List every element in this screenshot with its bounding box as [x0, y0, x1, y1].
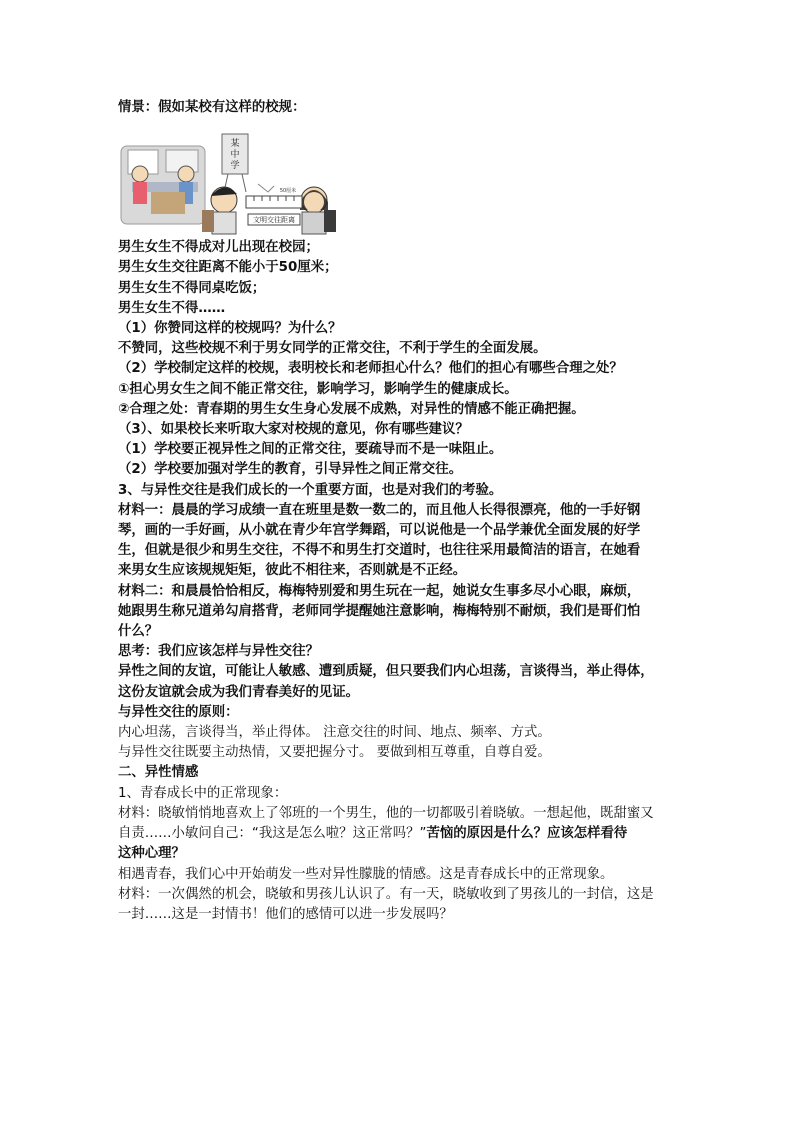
- sign-char-3: 学: [230, 161, 240, 172]
- principles-heading: 与异性交往的原则：: [118, 704, 239, 720]
- section-2-material-1-line-1: 材料：晓敏悄悄地喜欢上了邻班的一个男生，他的一切都吸引着晓敏。一想起他，既甜蜜又: [118, 805, 654, 821]
- scenario-title: 情景：假如某校有这样的校规：: [118, 100, 306, 115]
- section-2-material-2-line-1: 材料：一次偶然的机会，晓敏和男孩儿认识了。有一天，晓敏收到了男孩儿的一封信，这是: [118, 886, 654, 902]
- answer-2b: ②合理之处：青春期的男生女生身心发展不成熟，对异性的情感不能正确把握。: [118, 401, 585, 417]
- sign-char-2: 中: [230, 150, 240, 161]
- answer-2a: ①担心男女生之间不能正常交往，影响学习，影响学生的健康成长。: [118, 381, 518, 397]
- principles-line-2: 与异性交往既要主动热情，又要把握分寸。 要做到相互尊重，自尊自爱。: [118, 745, 551, 761]
- rule-4: 男生女生不得……: [118, 300, 226, 316]
- answer-3a: （1）学校要正视异性之间的正常交往，要疏导而不是一味阻止。: [118, 442, 503, 458]
- school-rule-cartoon: [118, 128, 348, 236]
- section-2-sub: 1、青春成长中的正常现象：: [118, 785, 288, 801]
- ruler-label: 文明交往距离: [253, 216, 295, 225]
- material-question: 苦恼的原因是什么？应该怎样看待: [426, 826, 628, 842]
- rule-3: 男生女生不得同桌吃饭；: [118, 280, 266, 296]
- material-2-line-1: 材料二：和晨晨恰恰相反，梅梅特别爱和男生玩在一起，她说女生事多尽小心眼，麻烦，: [118, 583, 641, 599]
- illustration: [118, 128, 678, 236]
- answer-1: 不赞同，这些校规不利于男女同学的正常交往，不利于学生的全面发展。: [118, 341, 547, 357]
- material-1-line-1: 材料一：晨晨的学习成绩一直在班里是数一数二的，而且他人长得很漂亮，他的一手好钢: [118, 502, 641, 518]
- section-2-answer: 相遇青春，我们心中开始萌发一些对异性朦胧的情感。这是青春成长中的正常现象。: [118, 866, 614, 882]
- material-2-line-3: 什么？: [118, 624, 159, 640]
- rule-1: 男生女生不得成对儿出现在校园；: [118, 240, 319, 256]
- material-1-line-3: 生，但就是很少和男生交往，不得不和男生打交道时，也往往采用最简洁的语言，在她看: [118, 543, 641, 559]
- answer-3b: （2）学校要加强对学生的教育，引导异性之间正常交往。: [118, 462, 463, 478]
- section-2-material-1-line-2: [118, 824, 678, 844]
- section-2-material-2-line-2: 一封……这是一封情书！他们的感情可以进一步发展吗？: [118, 906, 453, 922]
- point-3: 3、与异性交往是我们成长的一个重要方面，也是对我们的考验。: [118, 482, 503, 498]
- classroom-picture: [121, 146, 205, 224]
- question-2: （2）学校制定这样的校规，表明校长和老师担心什么？他们的担心有哪些合理之处？: [118, 361, 623, 377]
- question-3: （3）、如果校长来听取大家对校规的意见，你有哪些建议？: [118, 422, 469, 438]
- think-question: 思考：我们应该怎样与异性交往？: [118, 644, 319, 660]
- document-page: [118, 98, 678, 925]
- think-answer-1: 异性之间的友谊，可能让人敏感、遭到质疑，但只要我们内心坦荡，言谈得当，举止得体，: [118, 664, 654, 680]
- material-1-line-2: 琴，画的一手好画，从小就在青少年宫学舞蹈，可以说他是一个品学兼优全面发展的好学: [118, 523, 641, 539]
- section-2-material-1-line-3: 这种心理？: [118, 846, 185, 862]
- think-answer-2: 这份友谊就会成为我们青春美好的见证。: [118, 684, 360, 700]
- distance-picture: [202, 134, 336, 234]
- material-1-line-4: 来男女生应该规规矩矩，彼此不相往来，否则就是不正经。: [118, 563, 467, 579]
- material-text: 自责……小敏问自己：“我这是怎么啦？这正常吗？”: [118, 826, 427, 842]
- question-1: （1）你赞同这样的校规吗？为什么？: [118, 321, 342, 337]
- spacer: [118, 118, 678, 128]
- sign-char-1: 某: [230, 139, 240, 150]
- material-2-line-2: 她跟男生称兄道弟勾肩搭背，老师同学提醒她注意影响，梅梅特别不耐烦，我们是哥们怕: [118, 603, 641, 619]
- principles-line-1: 内心坦荡，言谈得当，举止得体。 注意交往的时间、地点、频率、方式。: [118, 725, 551, 741]
- ruler-unit: 50厘米: [279, 188, 297, 195]
- section-2-heading: 二、异性情感: [118, 765, 199, 781]
- rule-2: 男生女生交往距离不能小于50厘米；: [118, 260, 338, 276]
